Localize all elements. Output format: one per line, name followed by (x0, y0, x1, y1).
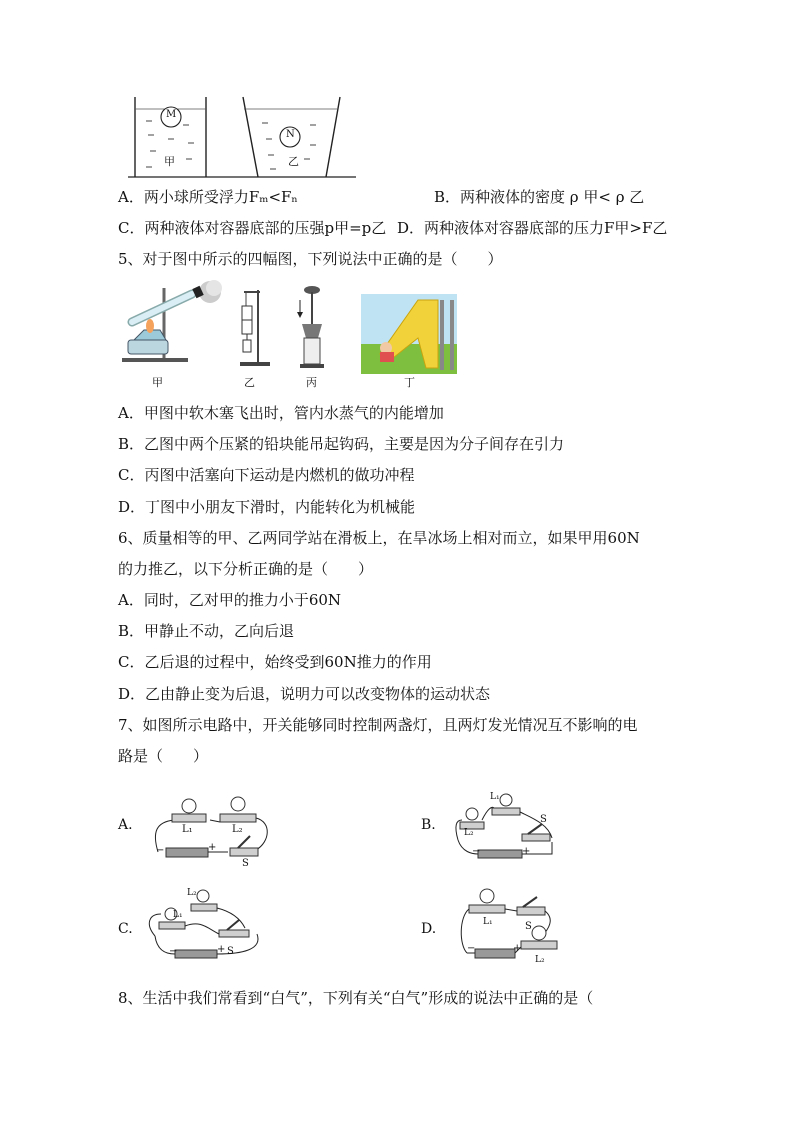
circuit-c-s: S (227, 946, 234, 957)
fig-ding-slide-photo (361, 294, 457, 374)
q6-stem-line2: 的力推乙，以下分析正确的是（ ） (118, 560, 374, 578)
q7-option-b-letter: B. (421, 817, 436, 833)
yi-label: 乙 (288, 155, 299, 168)
q5-option-a: A．甲图中软木塞飞出时，管内水蒸气的内能增加 (118, 404, 444, 422)
circuit-b-l2: L₂ (464, 828, 474, 838)
fig-yi-lead-blocks (240, 290, 270, 366)
q4-option-c: C．两种液体对容器底部的压强p甲=p乙 (118, 219, 387, 237)
circuit-b (452, 790, 567, 865)
circuit-d (455, 885, 575, 975)
circuit-c-l2: L₂ (187, 888, 197, 898)
fig-bing-cylinder (297, 286, 324, 368)
q4-option-a: A．两小球所受浮力Fₘ<Fₙ (118, 188, 298, 206)
q8-stem: 8、生活中我们常看到“白气”，下列有关“白气”形成的说法中正确的是（ (118, 989, 594, 1007)
circuit-b-plus: + (522, 846, 531, 857)
circuit-c-l1: L₁ (173, 910, 183, 920)
fig-label-ding: 丁 (404, 376, 415, 389)
q4-option-d: D．两种液体对容器底部的压力F甲>F乙 (397, 219, 668, 237)
circuit-d-plus: + (513, 943, 522, 954)
q7-option-d-letter: D. (421, 921, 437, 937)
q5-option-c: C．丙图中活塞向下运动是内燃机的做功冲程 (118, 466, 415, 484)
circuit-c-plus: + (217, 944, 226, 955)
circuit-d-l1: L₁ (483, 917, 493, 927)
ball-m-label: M (166, 109, 177, 120)
q5-option-d: D．丁图中小朋友下滑时，内能转化为机械能 (118, 498, 416, 516)
q6-option-c: C．乙后退的过程中，始终受到60N推力的作用 (118, 653, 432, 671)
fig-jia-test-tube (122, 280, 222, 362)
circuit-a-l1: L₁ (182, 824, 193, 835)
circuit-c-minus: − (169, 946, 178, 957)
circuit-a-minus: − (156, 845, 165, 856)
circuit-a-s: S (242, 858, 249, 869)
fig-label-bing: 丙 (306, 376, 317, 389)
q5-four-figures (118, 278, 468, 389)
q6-option-b: B．甲静止不动，乙向后退 (118, 622, 295, 640)
q7-stem-line2: 路是（ ） (118, 747, 209, 765)
circuit-b-l1: L₁ (490, 792, 500, 802)
circuit-c (145, 888, 270, 968)
q5-stem: 5、对于图中所示的四幅图，下列说法中正确的是（ ） (118, 250, 503, 268)
q4-option-b: B．两种液体的密度 ρ 甲< ρ 乙 (434, 188, 645, 206)
circuit-d-s: S (525, 921, 532, 932)
q4-containers-figure (128, 95, 368, 180)
ball-n-label: N (286, 129, 295, 140)
q6-option-a: A．同时，乙对甲的推力小于60N (118, 591, 342, 609)
q6-option-d: D．乙由静止变为后退，说明力可以改变物体的运动状态 (118, 685, 491, 703)
circuit-d-l2: L₂ (535, 955, 545, 965)
q6-stem-line1: 6、质量相等的甲、乙两同学站在滑板上，在旱冰场上相对而立，如果甲用60N (118, 529, 640, 547)
circuit-d-minus: − (467, 943, 476, 954)
q7-option-a-letter: A. (118, 817, 133, 833)
fig-label-yi: 乙 (244, 376, 255, 389)
q7-option-c-letter: C. (118, 921, 133, 937)
circuit-a-plus: + (208, 842, 217, 853)
circuit-b-s: S (540, 814, 547, 825)
circuit-a-l2: L₂ (232, 824, 243, 835)
q7-stem-line1: 7、如图所示电路中，开关能够同时控制两盏灯，且两灯发光情况互不影响的电 (118, 716, 638, 734)
fig-label-jia: 甲 (152, 376, 163, 389)
circuit-a (150, 782, 275, 867)
q5-option-b: B．乙图中两个压紧的铅块能吊起钩码，主要是因为分子间存在引力 (118, 435, 565, 453)
jia-label: 甲 (164, 155, 175, 168)
circuit-b-minus: − (472, 846, 481, 857)
